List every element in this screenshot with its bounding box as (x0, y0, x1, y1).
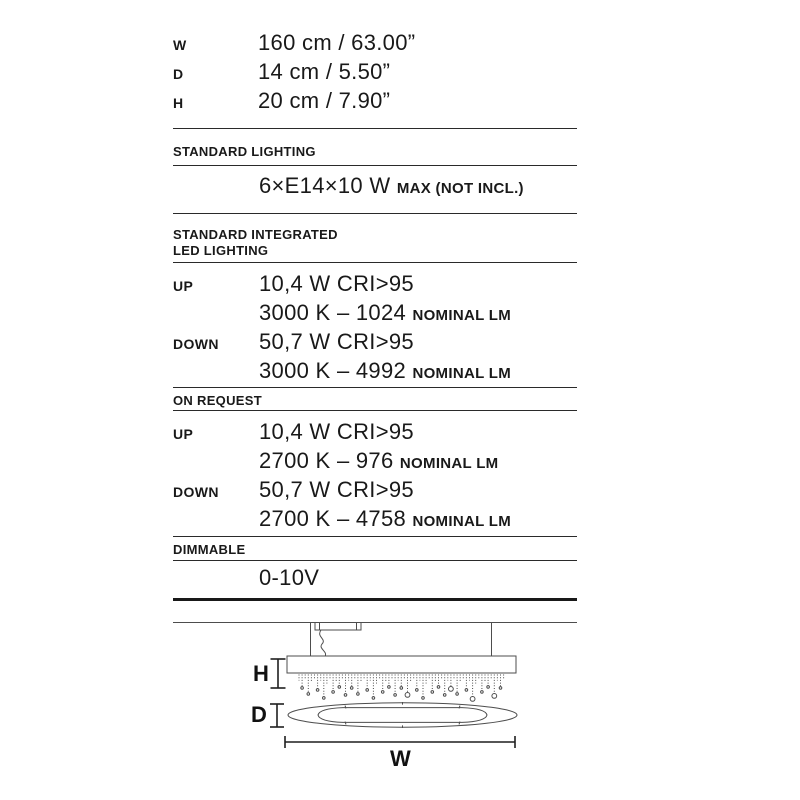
dimmable-value: 0-10V (259, 565, 320, 590)
led-lighting-title: STANDARD INTEGRATED LED LIGHTING (173, 227, 338, 258)
diagram-depth-label: D (251, 702, 267, 727)
fixture-body-side-view (287, 656, 516, 673)
led-up-label: UP (173, 278, 194, 294)
dimmable-title: DIMMABLE (173, 542, 246, 557)
height-label: H (173, 95, 184, 111)
on-request-title: ON REQUEST (173, 393, 262, 408)
width-label: W (173, 37, 187, 53)
request-up-label: UP (173, 426, 194, 442)
crystal-fringe (299, 675, 504, 702)
width-value: 160 cm / 63.00” (258, 30, 416, 55)
request-up-lumen: 2700 K – 976 NOMINAL LM (259, 448, 499, 473)
standard-lighting-title: STANDARD LIGHTING (173, 144, 316, 159)
bulb-spec: 6×E14×10 W (259, 173, 391, 198)
depth-dimension-marker (270, 704, 284, 727)
led-up-wattage: 10,4 W CRI>95 (259, 271, 414, 296)
depth-value: 14 cm / 5.50” (258, 59, 391, 84)
led-down-label: DOWN (173, 336, 219, 352)
depth-label: D (173, 66, 184, 82)
request-down-lumen: 2700 K – 4758 NOMINAL LM (259, 506, 511, 531)
bulb-spec-note: MAX (NOT INCL.) (396, 180, 524, 197)
led-down-lumen: 3000 K – 4992 NOMINAL LM (259, 358, 511, 383)
led-down-wattage: 50,7 W CRI>95 (259, 329, 414, 354)
fixture-top-view (288, 702, 517, 728)
led-up-lumen: 3000 K – 1024 NOMINAL LM (259, 300, 511, 325)
ceiling-canopy (315, 623, 361, 631)
diagram-height-label: H (253, 661, 269, 686)
request-up-wattage: 10,4 W CRI>95 (259, 419, 414, 444)
diagram-width-label: W (390, 746, 411, 771)
request-down-wattage: 50,7 W CRI>95 (259, 477, 414, 502)
height-dimension-marker (271, 659, 286, 688)
height-value: 20 cm / 7.90” (258, 88, 391, 113)
power-cable (320, 630, 326, 657)
request-down-label: DOWN (173, 484, 219, 500)
